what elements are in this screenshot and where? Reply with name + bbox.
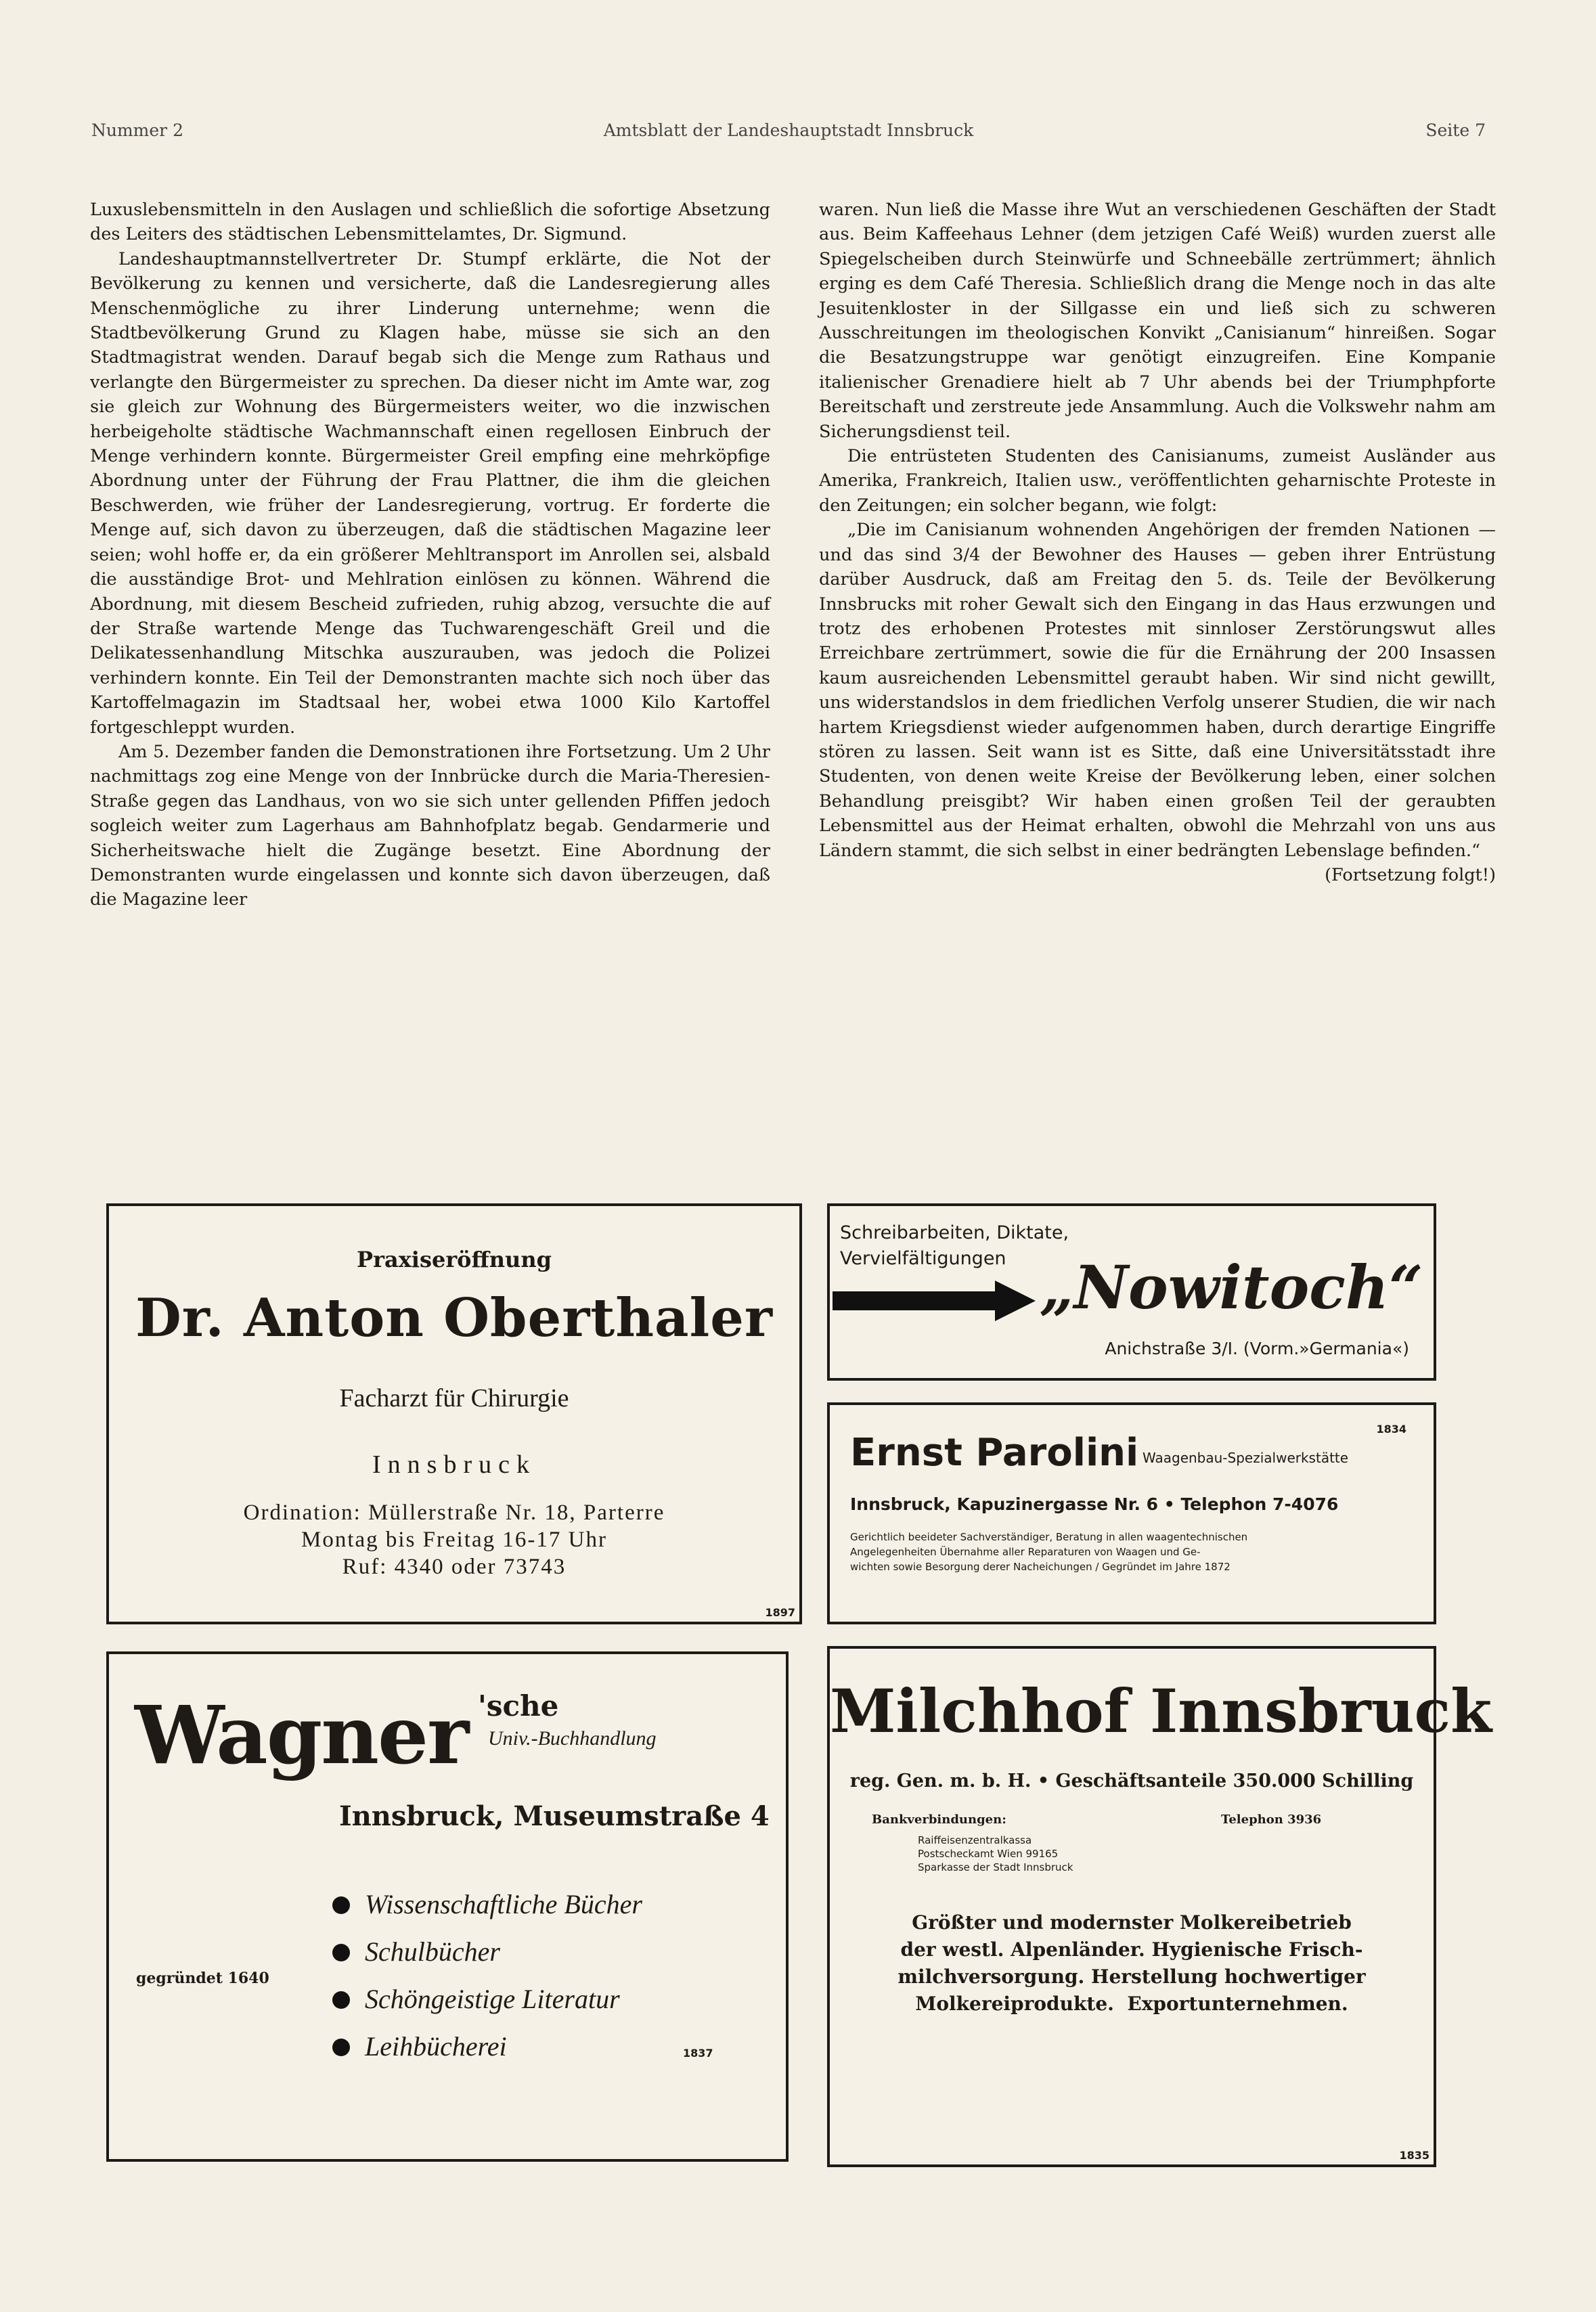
page-number: Seite 7	[1425, 120, 1486, 140]
ad-hours: Montag bis Freitag 16-17 Uhr	[301, 1528, 607, 1552]
bank-item: Raiffeisenzentralkassa	[918, 1834, 1032, 1846]
ad-code: 1834	[1376, 1423, 1406, 1436]
list-item: Schulbücher	[365, 1936, 500, 1967]
bank-label: Bankverbindungen:	[872, 1813, 1006, 1827]
ad-address: Innsbruck, Kapuzinergasse Nr. 6 • Telephon 7-4076	[850, 1494, 1339, 1514]
slogan-line: milchversorgung. Herstellung hochwertiger	[897, 1965, 1366, 1988]
ad-milchhof	[827, 1646, 1492, 2167]
bank-item: Sparkasse der Stadt Innsbruck	[918, 1861, 1073, 1873]
company-subtitle: Waagenbau-Spezialwerkstätte	[1143, 1450, 1349, 1466]
ad-description: Angelegenheiten Übernahme aller Reparaturen von Waagen und Ge-	[850, 1546, 1201, 1558]
paragraph: Die entrüsteten Studenten des Canisianums, zumeist Ausländer aus Amerika, Frankreich, Italien usw., veröffentlichten geharnischte Proteste in den Zeitungen; ein solcher begann, wie folgt:	[819, 446, 1496, 516]
list-item: Wissenschaftliche Bücher	[365, 1889, 642, 1919]
page-header	[91, 120, 1486, 148]
ad-line: Vervielfältigungen	[840, 1248, 1006, 1269]
ad-description: Gerichtlich beeideter Sachverständiger, Beratung in allen waagentechnischen	[850, 1531, 1248, 1543]
issue-number: Nummer 2	[91, 120, 183, 140]
ad-line: Schreibarbeiten, Diktate,	[840, 1222, 1069, 1243]
continued-note: (Fortsetzung folgt!)	[1325, 864, 1496, 885]
article-column-left	[90, 198, 770, 912]
ad-parolini	[827, 1402, 1436, 1624]
bullet-icon	[332, 1991, 350, 2009]
ad-nowitoch	[827, 1203, 1436, 1381]
slogan-line: Größter und modernster Molkereibetrieb	[912, 1911, 1352, 1934]
paragraph: Am 5. Dezember fanden die Demonstrationen ihre Fortsetzung. Um 2 Uhr nachmittags zog eine Menge von der Innbrücke durch die Maria-Theresien-Straße gegen das Landhaus, von wo sie sich unter gellenden Pfiffen jedoch sogleich weiter zum Lagerhaus am Bahnhofplatz begab. Gendarmerie und Sicherheitswache hielt die Zugänge besetzt. Eine Abordnung der Demonstranten wurde eingelassen und konnte sich davon überzeugen, daß die Magazine leer	[90, 741, 770, 910]
ad-code: 1897	[765, 1606, 795, 1619]
ad-city: Innsbruck	[372, 1450, 536, 1479]
slogan-line: der westl. Alpenländer. Hygienische Frisch-	[900, 1938, 1363, 1961]
ad-address: Anichstraße 3/I. (Vorm.»Germania«)	[1105, 1339, 1409, 1358]
list-item: Leihbücherei	[365, 2031, 507, 2062]
doctor-specialty: Facharzt für Chirurgie	[339, 1384, 569, 1413]
ad-code: 1835	[1399, 2149, 1429, 2162]
ad-description: wichten sowie Besorgung derer Nacheichungen / Gegründet im Jahre 1872	[850, 1561, 1231, 1573]
article-column-right	[819, 198, 1496, 887]
brand-name: Wagner	[135, 1688, 468, 1782]
ad-address: Ordination: Müllerstraße Nr. 18, Parterre	[243, 1500, 665, 1525]
ad-phone: Ruf: 4340 oder 73743	[342, 1555, 567, 1579]
company-name: Ernst Parolini	[850, 1431, 1139, 1475]
list-item: Schöngeistige Literatur	[365, 1984, 620, 2014]
ad-address: Innsbruck, Museumstraße 4	[339, 1800, 770, 1832]
brand-name: „Nowitoch“	[1040, 1252, 1423, 1322]
arrow-icon	[833, 1281, 1036, 1321]
ad-founded: gegründet 1640	[136, 1970, 269, 1987]
paragraph: Landeshauptmannstellvertreter Dr. Stumpf erklärte, die Not der Bevölkerung zu kennen und versicherte, daß die Landesregierung alles Menschenmögliche zu ihrer Linderung unternehme; wenn die Stadtbevölkerung Grund zu Klagen habe, müsse sie sich an den Stadtmagistrat wenden. Darauf begab sich die Menge zum Rathaus und verlangte den Bürgermeister zu sprechen. Da dieser nicht im Amte war, zog sie gleich zur Wohnung des Bürgermeisters weiter, wo die inzwischen herbeigeholte städtische Wachmannschaft einen regellosen Einbruch der Menge verhindern konnte. Bürgermeister Greil empfing eine mehrköpfige Abordnung unter der Führung der Frau Plattner, die ihm die gleichen Beschwerden, wie früher der Landesregierung, vortrug. Er forderte die Menge auf, sich davon zu überzeugen, daß die städtischen Magazine leer seien; wohl hoffe er, da ein größerer Mehltransport im Anrollen sei, alsbald die ausständige Brot- und Mehlration einlösen zu können. Während die Abordnung, mit diesem Bescheid zufrieden, ruhig abzog, versuchte die auf der Straße wartende Menge das Tuchwarengeschäft Greil und die Delikatessenhandlung Mitschka auszurauben, was jedoch die Polizei verhindern konnte. Ein Teil der Demonstranten machte sich noch über das Kartoffelmagazin im Stadtsaal her, wobei etwa 1000 Kilo Kartoffel fortgeschleppt wurden.	[90, 248, 770, 738]
bullet-icon	[332, 1896, 350, 1914]
slogan-line: Molkereiprodukte. Exportunternehmen.	[915, 1993, 1348, 2015]
bullet-icon	[332, 1944, 350, 1961]
phone: Telephon 3936	[1221, 1813, 1322, 1827]
paragraph: „Die im Canisianum wohnenden Angehörigen der fremden Nationen — und das sind 3/4 der Bewohner des Hauses — geben ihrer Entrüstung darüber Ausdruck, daß am Freitag den 5. ds. Teile der Bevölkerung Innsbrucks mit roher Gewalt sich den Eingang in das Haus erzwungen und trotz des erhobenen Protestes mit sinnloser Zerstörungswut alles Erreichbare zertrümmert, sowie die für die Ernährung der 200 Insassen kaum ausreichenden Lebensmittel geraubt haben. Wir sind nicht gewillt, uns widerstandslos in dem friedlichen Verfolg unserer Studien, die wir nach hartem Kriegsdienst wieder aufgenommen haben, durch derartige Eingriffe stören zu lassen. Seit wann ist es Sitte, daß eine Universitätsstadt ihre Studenten, von denen weite Kreise der Bevölkerung leben, einer solchen Behandlung preisgibt? Wir haben einen großen Teil der geraubten Lebensmittel aus der Heimat erhalten, obwohl die Mehrzahl von uns aus Ländern stammt, die sich selbst in einer bedrängten Lebenslage befinden.“	[819, 520, 1496, 861]
brand-suffix: 'sche	[478, 1689, 559, 1722]
ad-wagner	[106, 1651, 789, 2162]
registration: reg. Gen. m. b. H. • Geschäftsanteile 350.000 Schilling	[849, 1771, 1414, 1792]
paragraph: Luxuslebensmitteln in den Auslagen und schließlich die sofortige Absetzung des Leiters des städtischen Lebensmittelamtes, Dr. Sigmund.	[90, 200, 770, 245]
doctor-name: Dr. Anton Oberthaler	[135, 1287, 773, 1349]
paragraph: waren. Nun ließ die Masse ihre Wut an verschiedenen Geschäften der Stadt aus. Beim Kaffeehaus Lehner (dem jetzigen Café Weiß) wurden zuerst alle Spiegelscheiben durch Steinwürfe und Schneebälle zertrümmert; ähnlich erging es dem Café Theresia. Schließlich drang die Menge noch in das alte Jesuitenkloster in der Sillgasse ein und ließ sich zu schweren Ausschreitungen im theologischen Konvikt „Canisianum“ hinreißen. Sogar die Besatzungstruppe war genötigt einzugreifen. Eine Kompanie italienischer Grenadiere hielt ab 7 Uhr abends bei der Triumphpforte Bereitschaft und zerstreute jede Ansammlung. Auch die Volkswehr nahm am Sicherungsdienst teil.	[819, 200, 1496, 442]
publication-title: Amtsblatt der Landeshauptstadt Innsbruck	[603, 120, 974, 140]
company-name: Milchhof Innsbruck	[830, 1676, 1492, 1746]
ad-code: 1837	[683, 2047, 713, 2060]
bullet-icon	[332, 2039, 350, 2056]
ad-heading: Praxiseröffnung	[357, 1247, 552, 1272]
ad-oberthaler	[106, 1203, 802, 1624]
bank-item: Postscheckamt Wien 99165	[918, 1848, 1059, 1860]
ad-subtitle: Univ.-Buchhandlung	[488, 1727, 657, 1750]
